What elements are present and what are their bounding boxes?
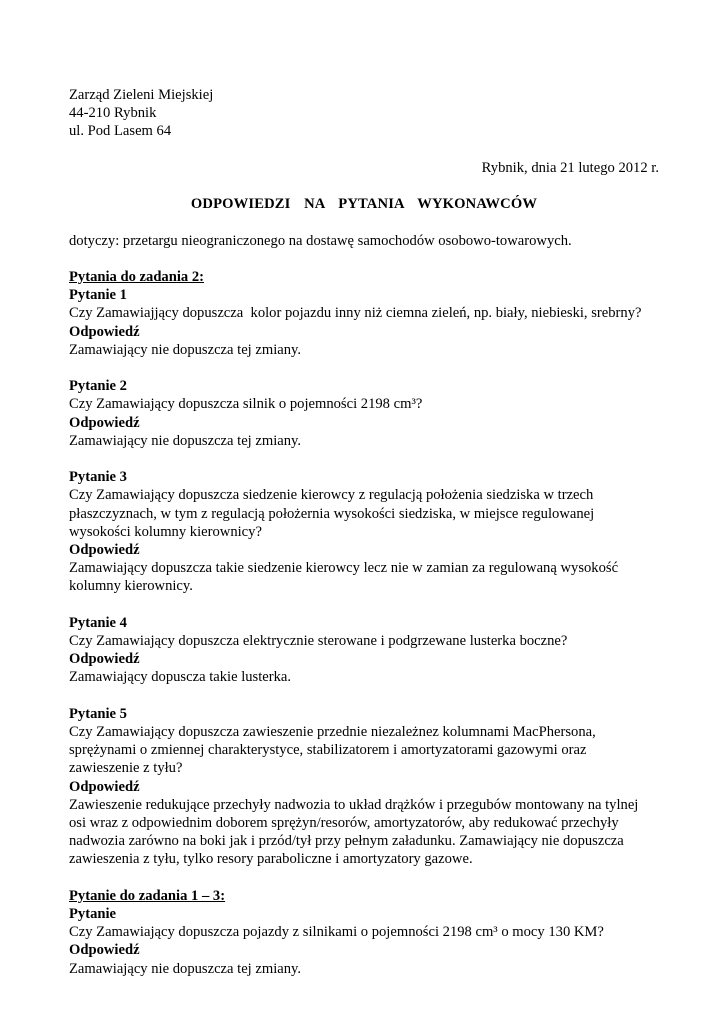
- question-block-task-1-3: [69, 905, 659, 978]
- question-text: Czy Zamawiający dopuszcza zawieszenie przednie niezależnez kolumnami MacPhersona, sprężynami o zmiennej charakterystyce, stabilizatorem i amortyzatorami gazowymi oraz zawieszenie z tyłu?: [69, 723, 596, 777]
- answer-label: Odpowiedź: [69, 942, 140, 959]
- question-text: Czy Zamawiajjący dopuszcza kolor pojazdu inny niż ciemna zieleń, np. biały, niebieski, srebrny?: [69, 305, 642, 322]
- question-block-5: [69, 705, 659, 869]
- question-label: Pytanie 4: [69, 614, 127, 631]
- answer-text: Zamawiający nie dopuszcza tej zmiany.: [69, 960, 302, 977]
- question-label: Pytanie 2: [69, 378, 127, 395]
- answer-label: Odpowiedź: [69, 323, 140, 340]
- section-heading-task-1-3: Pytanie do zadania 1 – 3:: [69, 887, 226, 904]
- date-line: Rybnik, dnia 21 lutego 2012 r.: [481, 159, 659, 176]
- document-page: [69, 86, 659, 978]
- answer-label: Odpowiedź: [69, 651, 140, 668]
- question-label: Pytanie 3: [69, 469, 127, 486]
- answer-label: Odpowiedź: [69, 541, 140, 558]
- question-text: Czy Zamawiający dopuszcza pojazdy z silnikami o pojemności 2198 cm³ o mocy 130 KM?: [69, 924, 604, 941]
- question-label: Pytanie 1: [69, 287, 127, 304]
- answer-text: Zamawiający dopuscza takie lusterka.: [69, 669, 292, 686]
- section-heading-task-2: Pytania do zadania 2:: [69, 268, 205, 285]
- postal-code-city: 44-210 Rybnik: [69, 105, 157, 122]
- answer-text: Zamawiający nie dopuszcza tej zmiany.: [69, 432, 302, 449]
- question-block-2: [69, 377, 659, 450]
- question-block-3: [69, 468, 659, 595]
- answer-label: Odpowiedź: [69, 414, 140, 431]
- question-label: Pytanie 5: [69, 705, 127, 722]
- question-text: Czy Zamawiający dopuszcza siedzenie kierowcy z regulacją położenia siedziska w trzech płaszczyznach, w tym z regulacją położernia wysokości siedziska, w miejsce regulowanej wysokości kolumny kierownicy?: [69, 487, 595, 540]
- question-block-4: [69, 614, 659, 687]
- org-name: Zarząd Zieleni Miejskiej: [69, 87, 214, 103]
- question-text: Czy Zamawiający dopuszcza elektrycznie sterowane i podgrzewane lusterka boczne?: [69, 632, 568, 649]
- answer-text: Zamawiający nie dopuszcza tej zmiany.: [69, 341, 302, 358]
- question-text: Czy Zamawiający dopuszcza silnik o pojemności 2198 cm³?: [69, 396, 423, 413]
- answer-text: Zamawiający dopuszcza takie siedzenie kierowcy lecz nie w zamian za regulowaną wysokość kolumny kierownicy.: [69, 560, 619, 595]
- question-label: Pytanie: [69, 906, 117, 922]
- subject-line: dotyczy: przetargu nieograniczonego na dostawę samochodów osobowo-towarowych.: [69, 232, 572, 249]
- document-title: ODPOWIEDZI NA PYTANIA WYKONAWCÓW: [190, 196, 538, 213]
- street-address: ul. Pod Lasem 64: [69, 123, 172, 140]
- answer-text: Zawieszenie redukujące przechyły nadwozia to układ drążków i przegubów montowany na tylnej osi wraz z odpowiednim doborem sprężyn/resorów, amortyzatorów, aby redukować przechyły nadwozia zarówno na boki jak i przód/tył przy pełnym załadunku. Zamawiający nie dopuszcza zawieszenia z tyłu, tylko resory paraboliczne i amortyzatory gazowe.: [69, 796, 639, 868]
- sender-address: [69, 86, 659, 141]
- question-block-1: [69, 286, 659, 359]
- answer-label: Odpowiedź: [69, 778, 140, 795]
